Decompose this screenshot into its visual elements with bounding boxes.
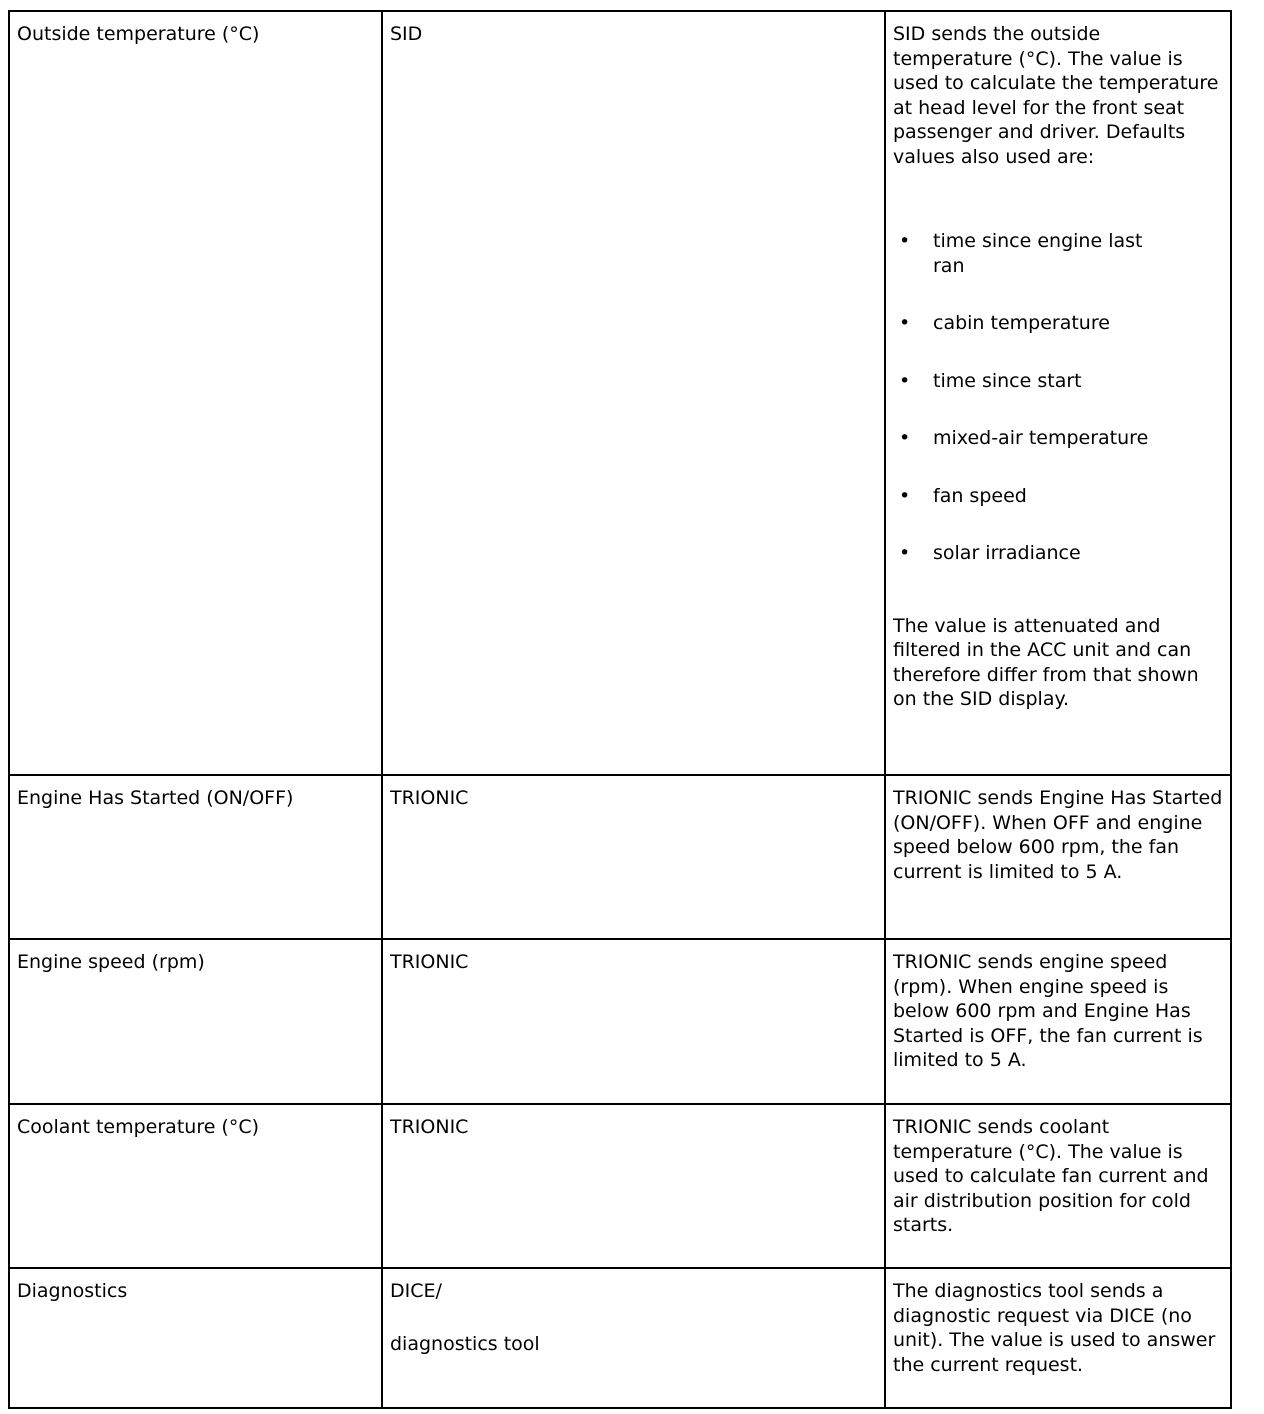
description-text: The diagnostics tool sends a diagnostic request via DICE (no unit). The value is used to answer the current request. [893,1280,1216,1376]
signal-source: TRIONIC [390,1116,469,1138]
description-text: TRIONIC sends coolant temperature (°C). The value is used to calculate fan current and air distribution position for cold starts. [893,1116,1209,1236]
description-cell [885,775,1231,939]
table-row [9,1104,1231,1268]
list-item: • time since engine last ran [899,230,1143,277]
bullet-icon: • [899,312,911,334]
source-cell [382,939,885,1104]
list-item: • fan speed [899,484,1027,507]
source-cell [382,775,885,939]
bullet-icon: • [899,427,911,449]
description-text: TRIONIC sends Engine Has Started (ON/OFF). When OFF and engine speed below 600 rpm, the fan current is limited to 5 A. [893,787,1223,883]
bullet-icon: • [899,369,911,392]
list-item: • time since start [899,369,1082,392]
signal-cell [9,775,382,939]
signal-cell [9,1268,382,1408]
signal-name: Coolant temperature (°C) [17,1116,260,1138]
description-intro: SID sends the outside temperature (°C). The value is used to calculate the temperature at head level for the front seat passenger and driver. Defaults values also used are: [893,23,1219,168]
list-item: • mixed-air temperature [899,427,1149,449]
signal-cell [9,1104,382,1268]
source-cell [382,11,885,775]
bullet-icon: • [899,484,911,507]
signal-name: Outside temperature (°C) [17,23,260,45]
signal-name: Engine speed (rpm) [17,951,205,973]
signal-source: TRIONIC [390,951,469,973]
description-cell [885,1268,1231,1408]
table-row [9,1268,1231,1408]
table-row [9,939,1231,1104]
source-cell [382,1268,885,1408]
description-cell [885,1104,1231,1268]
bullet-icon: • [899,542,911,564]
bullet-icon: • [899,230,911,252]
description-cell [885,939,1231,1104]
signal-source: SID [390,23,423,45]
table-row [9,775,1231,939]
list-item: • solar irradiance [899,542,1081,564]
signal-table [8,10,1232,1409]
signal-source-detail: diagnostics tool [390,1332,540,1355]
signal-cell [9,11,382,775]
description-outro: The value is attenuated and filtered in the ACC unit and can therefore differ from that shown on the SID display. [893,614,1199,710]
default-values-list [893,229,1224,566]
table-row [9,11,1231,775]
signal-name: Engine Has Started (ON/OFF) [17,787,294,809]
description-text: TRIONIC sends engine speed (rpm). When engine speed is below 600 rpm and Engine Has Started is OFF, the fan current is limited to 5 A. [893,951,1203,1071]
signal-name: Diagnostics [17,1280,128,1302]
source-cell [382,1104,885,1268]
description-cell [885,11,1231,775]
signal-cell [9,939,382,1104]
signal-source: TRIONIC [390,787,469,809]
signal-source: DICE/ [390,1280,442,1302]
list-item: • cabin temperature [899,312,1110,334]
